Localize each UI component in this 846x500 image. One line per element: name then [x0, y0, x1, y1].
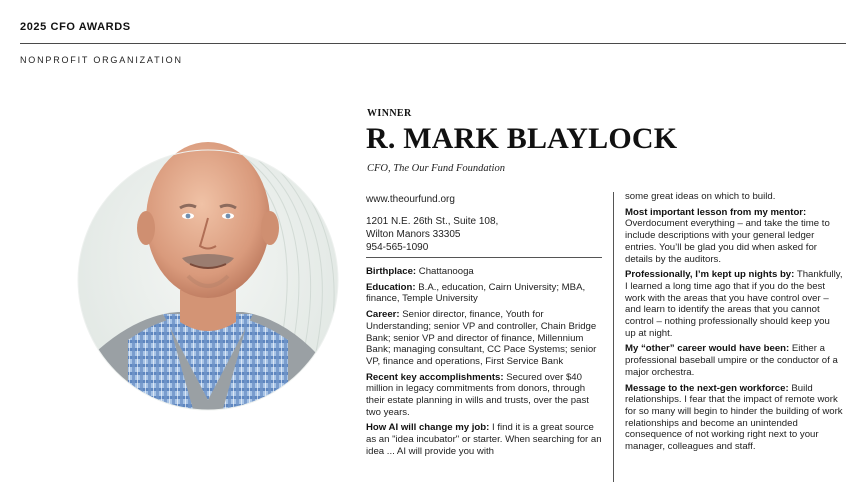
qa-item-education: [366, 282, 604, 305]
header-divider: [20, 43, 846, 44]
question-label: Recent key accomplishments:: [366, 371, 504, 383]
question-label: How AI will change my job:: [366, 422, 490, 434]
answer-text: Overdocument everything – and take the time to include descriptions with your general ledger entries. You’ll be glad you did when asked for details by the auditors.: [625, 218, 830, 265]
qa-column-left: [366, 266, 604, 462]
question-label: Career:: [366, 309, 400, 321]
answer-text: I find it is a great source as an "idea incubator" or starter. When searching for an idea ... AI will provide you with: [366, 422, 602, 457]
winner-name: R. MARK BLAYLOCK: [366, 122, 678, 155]
address-line-1: 1201 N.E. 26th St., Suite 108,: [366, 216, 499, 227]
answer-text: Either a professional baseball umpire or the conductor of a major orchestra.: [625, 343, 838, 378]
qa-item-career: [366, 309, 604, 368]
qa-item-message: [625, 383, 843, 453]
qa-item-ai-continued: [625, 191, 843, 203]
qa-column-right: [625, 191, 843, 457]
contact-block: [366, 193, 602, 254]
answer-text: Senior director, finance, Youth for Understanding; senior VP and controller, Chain Bridge Bank; senior VP and director of finance, Millennium Bank; managing consultant, CC Pace Systems; senior VP, finance and operations, First Service Bank: [366, 309, 597, 367]
portrait-photo: [68, 100, 348, 420]
answer-text: B.A., education, Cairn University; MBA, finance, Temple University: [366, 281, 586, 305]
portrait-illustration: [68, 100, 348, 420]
question-label: Birthplace:: [366, 266, 417, 277]
qa-item-birthplace: [366, 266, 604, 278]
qa-item-nights: [625, 269, 843, 339]
question-label: My “other” career would have been:: [625, 343, 790, 355]
question-label: Most important lesson from my mentor:: [625, 206, 807, 218]
answer-text: Build relationships. I fear that the impact of remote work for so many will begin to hinder the building of work relationships and become an unintended consequence of not working right next to your manager, colleagues and staff.: [625, 382, 843, 453]
qa-item-other-career: [625, 343, 843, 378]
answer-text: some great ideas on which to build.: [625, 191, 776, 202]
answer-text: Chattanooga: [418, 266, 474, 277]
qa-item-ai: [366, 422, 604, 457]
question-label: Message to the next-gen workforce:: [625, 382, 789, 394]
question-label: Education:: [366, 281, 416, 293]
address-line-2: Wilton Manors 33305: [366, 229, 461, 240]
winner-title: CFO, The Our Fund Foundation: [367, 163, 505, 174]
phone-number: 954-565-1090: [366, 242, 429, 253]
header-title: 2025 CFO AWARDS: [20, 21, 131, 33]
question-label: Professionally, I’m kept up nights by:: [625, 269, 795, 281]
qa-item-mentor: [625, 207, 843, 266]
column-divider: [613, 192, 614, 482]
website-link[interactable]: www.theourfund.org: [366, 194, 455, 205]
award-label: WINNER: [367, 108, 412, 119]
answer-text: Secured over $40 million in legacy commitments from donors, through their estate planning in wills and trusts, over the past two years.: [366, 371, 589, 418]
qa-item-accomplishments: [366, 372, 604, 419]
section-label: NONPROFIT ORGANIZATION: [20, 55, 183, 65]
answer-text: Thankfully, I learned a long time ago that if you do the best work with the areas that you have control over – and learn to identify the areas that you cannot control – nothing professionally should keep you up at night.: [625, 269, 843, 339]
contact-divider: [366, 257, 602, 258]
